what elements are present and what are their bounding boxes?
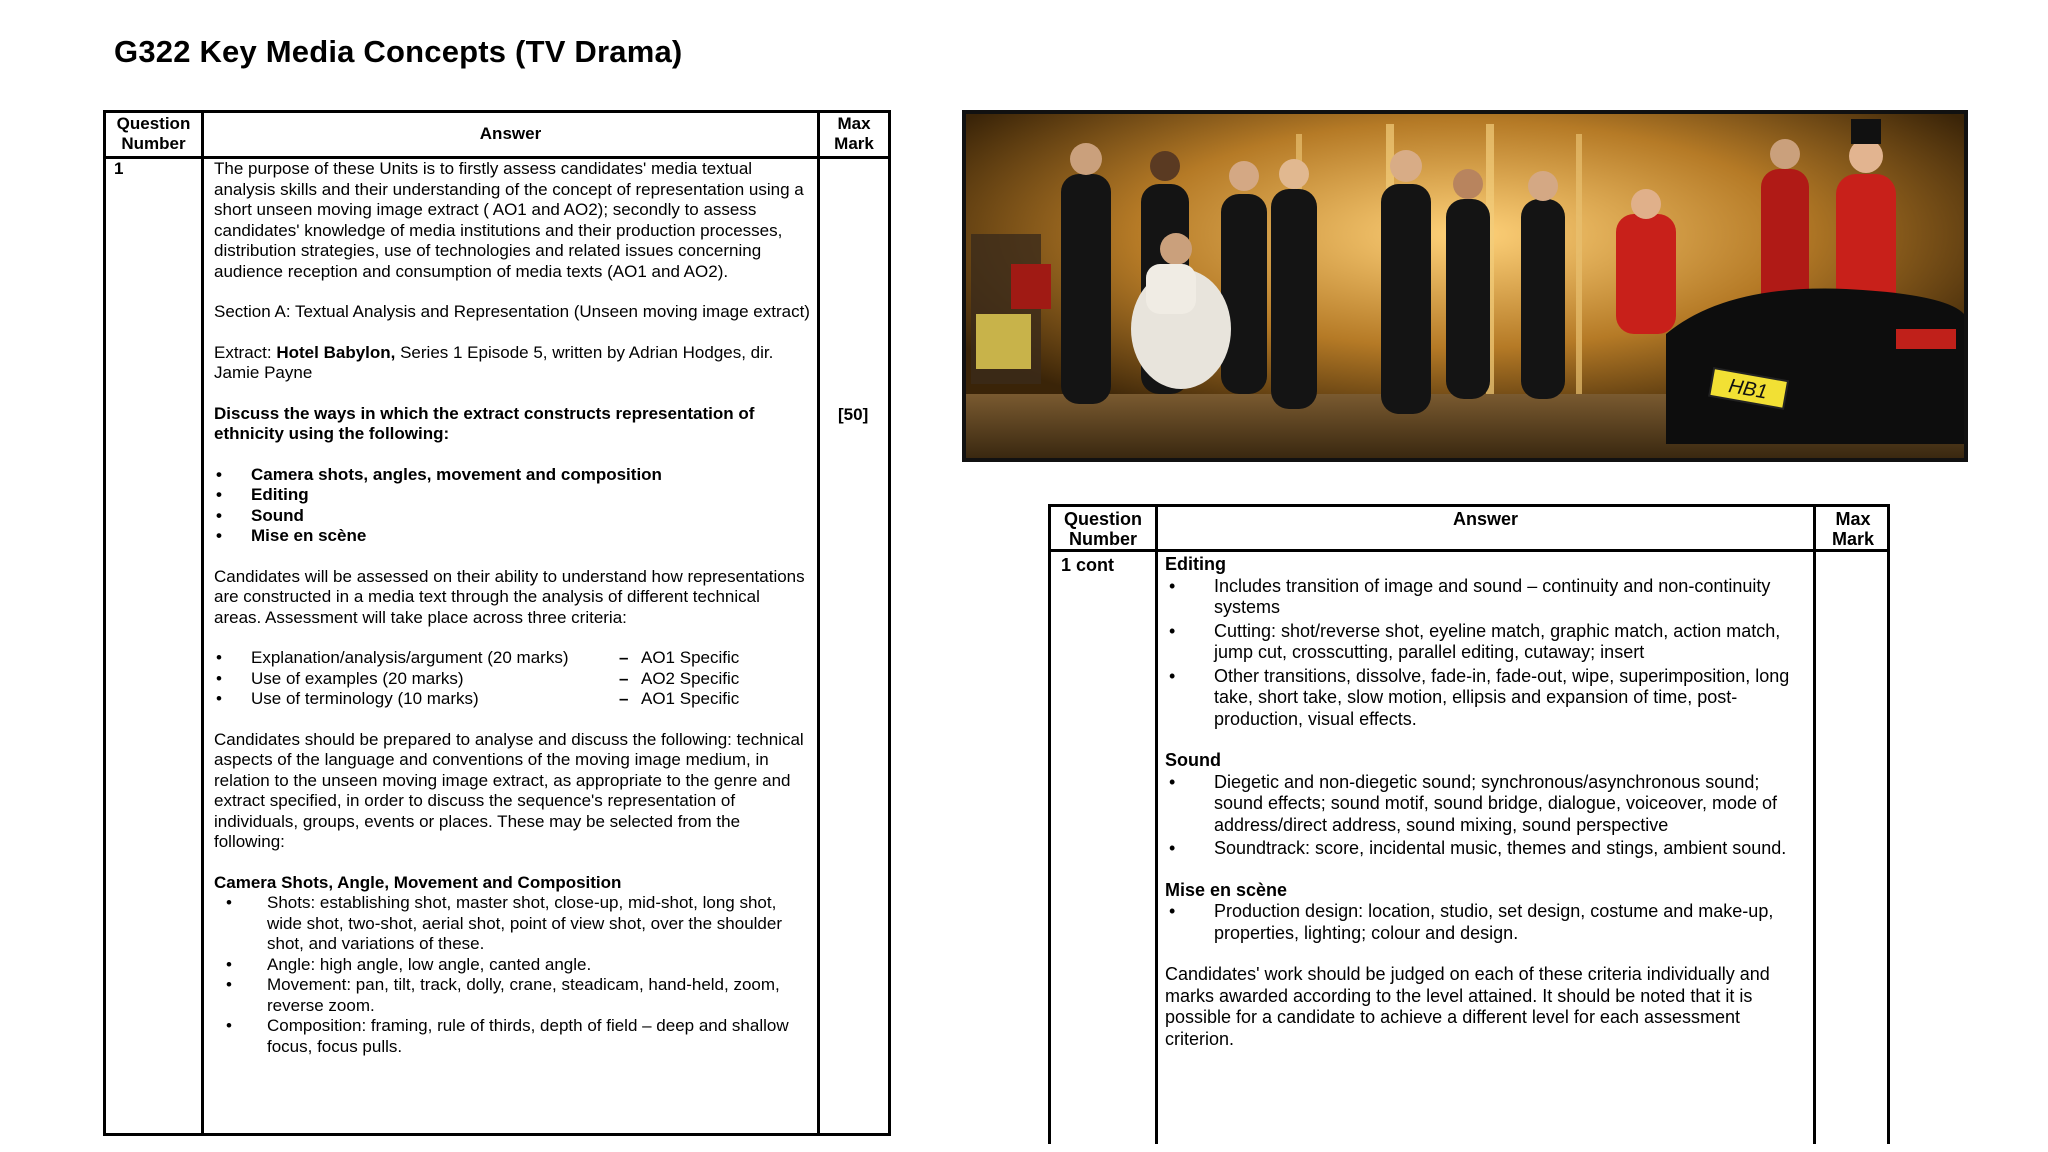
- list-item: • Angle: high angle, low angle, canted angle.: [214, 955, 810, 976]
- header-max-mark: Max Mark: [1831, 509, 1875, 549]
- extract-details: Series 1 Episode 5, written by Adrian Hodges, dir. Jamie Payne: [214, 342, 774, 382]
- question-number: 1: [114, 159, 124, 178]
- criteria-label: Use of examples (20 marks): [251, 668, 464, 688]
- list-item: • Mise en scène: [214, 526, 810, 547]
- extract-label: Extract:: [214, 342, 272, 362]
- criteria-row: [214, 689, 810, 710]
- page-title: G322 Key Media Concepts (TV Drama): [114, 34, 683, 69]
- criteria-label: Use of terminology (10 marks): [251, 689, 479, 708]
- criteria-dash: –: [619, 689, 629, 708]
- header-question-number: Question Number: [1063, 509, 1142, 549]
- criteria-row: [214, 648, 810, 669]
- hotel-babylon-cast-photo: [962, 110, 1968, 462]
- list-item: • Production design: location, studio, set design, costume and make-up, properties, lighting; colour and design.: [1165, 901, 1805, 944]
- header-max-mark: Max Mark: [834, 114, 874, 153]
- max-mark-value: [50]: [838, 405, 869, 424]
- editing-heading: Editing: [1165, 554, 1226, 574]
- criteria-dash: –: [619, 668, 629, 688]
- section-a-paragraph: Section A: Textual Analysis and Representation (Unseen moving image extract): [214, 302, 810, 321]
- editing-list: [1165, 576, 1805, 731]
- answer-content: [214, 159, 810, 1057]
- purpose-paragraph: The purpose of these Units is to firstly assess candidates' media textual analysis skills and their understanding of the concept of representation using a short unseen moving image extract ( AO1 and AO2); secondly to assess candidates' knowledge of media institutions and their production processes, distribution strategies, use of technologies and related issues concerning audience reception and consumption of media texts (AO1 and AO2).: [214, 159, 804, 281]
- answer-content: [1165, 554, 1805, 1050]
- closing-paragraph: Candidates' work should be judged on each of these criteria individually and marks awarded according to the level attained. It should be noted that it is possible for a candidate to achieve a different level for each assessment criterion.: [1165, 964, 1770, 1049]
- camera-heading: Camera Shots, Angle, Movement and Composition: [214, 872, 622, 892]
- assessment-paragraph: Candidates will be assessed on their ability to understand how representations are constructed in a media text through the analysis of different technical areas. Assessment will take place across three criteria:: [214, 566, 805, 627]
- criteria-label: Explanation/analysis/argument (20 marks): [251, 648, 569, 667]
- extract-paragraph: [214, 343, 810, 384]
- criteria-ao: AO1 Specific: [641, 648, 740, 667]
- criteria-dash: –: [619, 648, 629, 667]
- header-answer: Answer: [1452, 509, 1519, 529]
- mise-en-scene-list: [1165, 901, 1805, 944]
- prepared-paragraph: Candidates should be prepared to analyse and discuss the following: technical aspects of the language and conventions of the moving image medium, in relation to the unseen moving image extract, as appropriate to the genre and extract specified, in order to discuss the sequence's representation of individuals, groups, events or places. These may be selected from the following:: [214, 729, 804, 851]
- sound-list: [1165, 772, 1805, 860]
- mark-scheme-table-left: [103, 110, 891, 1136]
- criteria-ao: AO2 Specific: [641, 668, 740, 688]
- list-item: • Camera shots, angles, movement and composition: [214, 465, 810, 486]
- license-plate: HB1: [1726, 375, 1770, 404]
- list-item: • Editing: [214, 485, 810, 506]
- sound-heading: Sound: [1165, 750, 1221, 770]
- criteria-row: [214, 669, 810, 690]
- list-item: • Other transitions, dissolve, fade-in, fade-out, wipe, superimposition, long take, short take, slow motion, ellipsis and expansion of time, post-production, visual effects.: [1165, 666, 1805, 731]
- list-item: • Shots: establishing shot, master shot, close-up, mid-shot, long shot, wide shot, two-shot, aerial shot, point of view shot, over the shoulder shot, and variations of these.: [214, 893, 810, 955]
- mise-en-scene-heading: Mise en scène: [1165, 879, 1288, 900]
- header-answer: Answer: [479, 124, 542, 143]
- essay-question: Discuss the ways in which the extract constructs representation of ethnicity using the following:: [214, 403, 755, 443]
- list-item: • Sound: [214, 506, 810, 527]
- list-item: • Soundtrack: score, incidental music, themes and stings, ambient sound.: [1165, 838, 1805, 860]
- list-item: • Composition: framing, rule of thirds, depth of field – deep and shallow focus, focus pulls.: [214, 1016, 810, 1057]
- question-number: 1 cont: [1061, 555, 1115, 575]
- criteria-ao: AO1 Specific: [641, 689, 740, 708]
- camera-list: [214, 893, 810, 1057]
- extract-title: Hotel Babylon,: [276, 342, 396, 362]
- list-item: • Includes transition of image and sound – continuity and non-continuity systems: [1165, 576, 1805, 619]
- criteria-list: [214, 648, 810, 710]
- list-item: • Cutting: shot/reverse shot, eyeline match, graphic match, action match, jump cut, crosscutting, parallel editing, cutaway; insert: [1165, 621, 1805, 664]
- technical-areas-list: [214, 465, 810, 547]
- header-question-number: Question Number: [116, 114, 191, 153]
- list-item: • Movement: pan, tilt, track, dolly, crane, steadicam, hand-held, zoom, reverse zoom.: [214, 975, 810, 1016]
- list-item: • Diegetic and non-diegetic sound; synchronous/asynchronous sound; sound effects; sound motif, sound bridge, dialogue, voiceover, mode of address/direct address, sound mixing, sound perspective: [1165, 772, 1805, 837]
- mark-scheme-table-right: [1048, 504, 1890, 1144]
